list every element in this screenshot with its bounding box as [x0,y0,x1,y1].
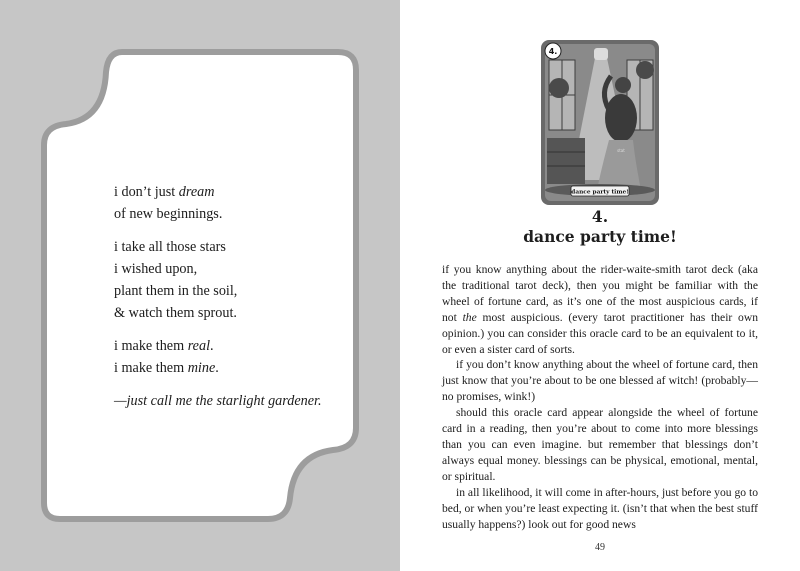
poem-stanza-3 [114,335,354,379]
poem-line: of new beginnings. [114,206,223,222]
card-number-badge-text: 4. [548,47,558,56]
poem-text: . [215,360,219,376]
poem-line: i wished upon, [114,261,198,277]
paragraph-emphasis: the [462,310,477,324]
disco-lamp [594,48,608,60]
poem-text: i make them [114,338,188,354]
shelf [547,138,585,184]
paragraph-text: if you know anything about the rider-waite-smith tarot deck (aka the traditional tarot deck), then you might be familiar with the wheel of fortune card, as it’s one of the most auspicious cards, if not [442,263,758,324]
right-page [400,0,800,571]
oracle-card-illustration [541,40,659,205]
poem-line: & watch them sprout. [114,305,237,321]
card-heading [440,207,760,247]
poem-line: i take all those stars [114,239,226,255]
crescent-moon-top-icon [60,56,82,100]
poem-stanza-2 [114,236,354,324]
body-paragraph: if you don’t know anything about the wheel of fortune card, then just know that you’re about to be one blessed af witch! (probably—no promises, wink!) [442,358,758,404]
body-paragraph [442,262,758,357]
card-small-label: stat [617,148,625,153]
poem-line: plant them in the soil, [114,283,238,299]
poem-text: i make them [114,360,188,376]
poem-emphasis: dream [178,184,215,200]
poem-stanza-1 [114,181,354,225]
poem-signature: —just call me the starlight gardener. [114,393,322,409]
poem-text: . [210,338,214,354]
card-heading-number: 4. [591,207,609,226]
poem [114,181,354,412]
hanging-plant [636,61,654,79]
body-text [442,262,758,532]
body-paragraph: in all likelihood, it will come in after-hours, just before you go to bed, or when you’re least expecting it. (isn’t that when the best stuff usually happens?) look out for good news [442,485,758,531]
crescent-moon-bottom-icon [311,461,335,509]
hanging-plant [549,78,569,98]
poem-text: i don’t just [114,184,179,200]
poem-line [114,335,354,357]
poem-line [114,357,354,379]
body-paragraph: should this oracle card appear alongside the wheel of fortune card in a reading, then you’re about to come into more blessings than you can even imagine. but remember that blessings don’t always equal money. blessings can be physical, emotional, mental, or spiritual. [442,406,758,483]
paragraph-text: most auspicious. (every tarot practitioner has their own opinion.) you can consider this oracle card to be an equivalent to it, or even a sister card of sorts. [442,310,758,356]
poem-line [114,181,354,203]
dancer-head [615,77,631,93]
card-heading-title: dance party time! [523,227,677,246]
card-banner-text: dance party time! [571,189,629,196]
dancer-body [605,94,637,142]
poem-emphasis: mine [187,360,216,376]
poem-emphasis: real [187,338,211,354]
page-number: 49 [595,542,605,553]
